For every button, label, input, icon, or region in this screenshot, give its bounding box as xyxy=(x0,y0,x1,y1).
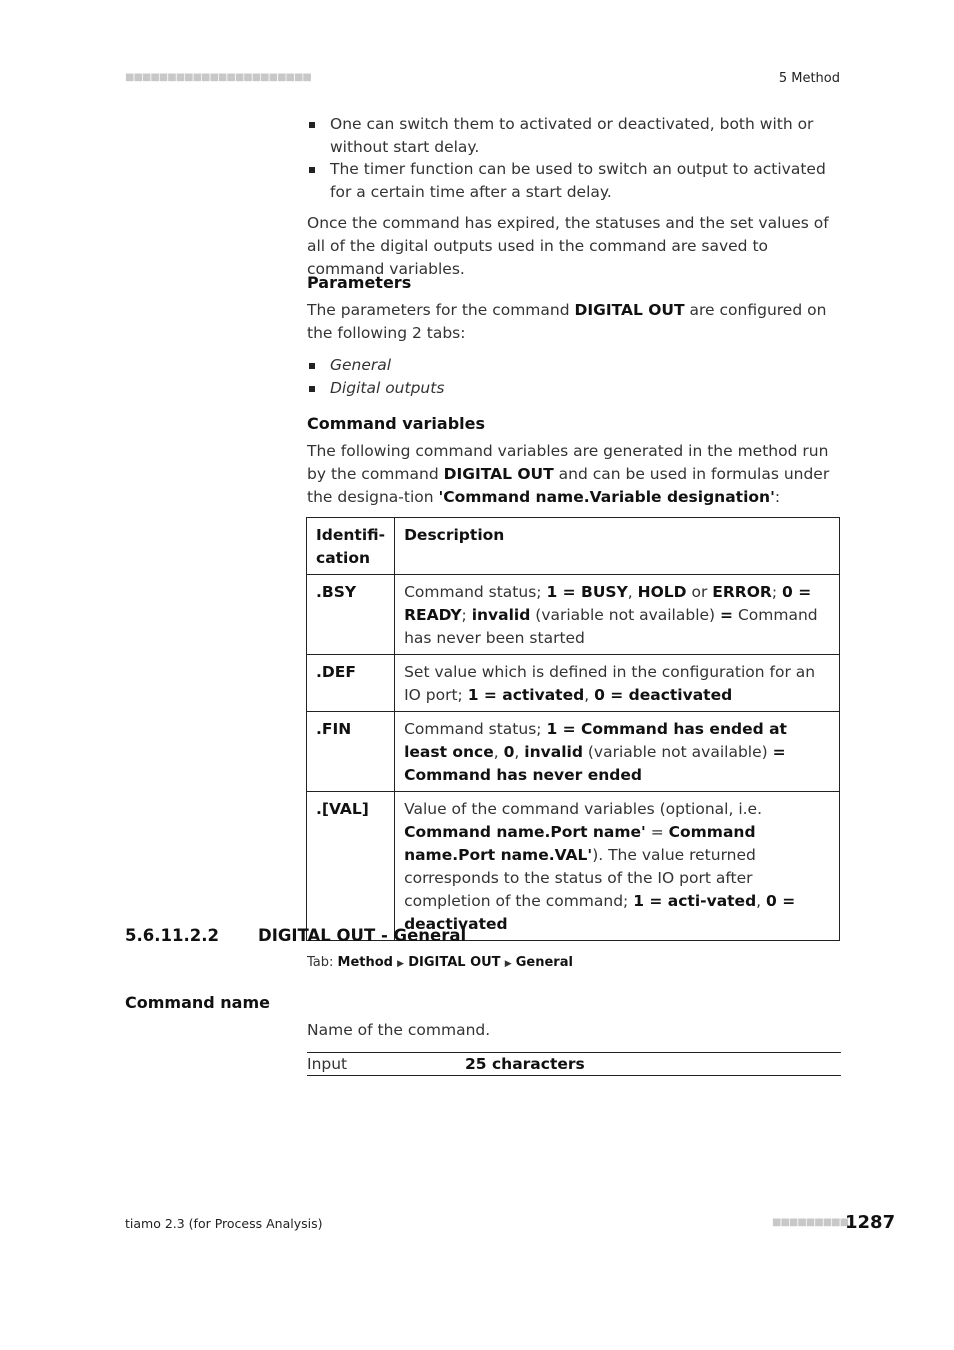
table-header-cell: Description xyxy=(395,518,840,575)
table-cell-id: .[VAL] xyxy=(307,792,395,941)
table-cell-description: Set value which is defined in the configuration for an IO port; 1 = activated, 0 = deactivated xyxy=(395,655,840,712)
page-number: 1287 xyxy=(845,1212,896,1233)
section-title: DIGITAL OUT - General xyxy=(258,926,467,945)
list-item: General xyxy=(307,354,841,377)
table-cell-id: .DEF xyxy=(307,655,395,712)
table-row xyxy=(307,655,840,712)
parameters-text: The parameters for the command DIGITAL OUT are configured on the following 2 tabs: xyxy=(307,301,827,342)
table-header-cell: Identifi-cation xyxy=(307,518,395,575)
command-name-heading: Command name xyxy=(125,993,270,1012)
param-value: 25 characters xyxy=(465,1055,585,1073)
table-header-row xyxy=(307,518,840,575)
command-variables-text: The following command variables are generated in the method run by the command DIGITAL OUT and can be used in formulas under the designa-tion 'Command name.Variable designation': xyxy=(307,442,830,506)
param-label: Input xyxy=(307,1055,348,1073)
command-variables-table xyxy=(306,517,840,941)
table-cell-id: .FIN xyxy=(307,712,395,792)
tab-breadcrumb: Tab: Method ▶ DIGITAL OUT ▶ General xyxy=(307,955,573,970)
header-dots: ■■■■■■■■■■■■■■■■■■■■■■ xyxy=(125,72,311,83)
breadcrumb-arrow-icon: ▶ xyxy=(397,959,405,969)
list-item: Digital outputs xyxy=(307,377,841,400)
table-row xyxy=(307,712,840,792)
parameters-tab-list xyxy=(307,354,841,399)
breadcrumb-item: Method xyxy=(337,955,393,970)
breadcrumb-arrow-icon: ▶ xyxy=(504,959,512,969)
table-row xyxy=(307,792,840,941)
command-name-param-row xyxy=(307,1052,841,1076)
table-row xyxy=(307,575,840,655)
section-number: 5.6.11.2.2 xyxy=(125,926,219,945)
footer-dots: ■■■■■■■■■ xyxy=(772,1217,849,1228)
breadcrumb-item: DIGITAL OUT xyxy=(408,955,501,970)
table-cell-description: Value of the command variables (optional, i.e. Command name.Port name' = Command name.Port name.VAL'). The value returned corresponds to the status of the IO port after completion of the command; 1 = acti-vated, 0 = deactivated xyxy=(395,792,840,941)
command-name-description: Name of the command. xyxy=(307,1021,491,1039)
table-cell-id: .BSY xyxy=(307,575,395,655)
parameters-heading: Parameters xyxy=(307,273,412,292)
intro-paragraph: Once the command has expired, the statuses and the set values of all of the digital outputs used in the command are saved to command variables. xyxy=(307,214,829,278)
list-item: One can switch them to activated or deactivated, both with or without start delay. xyxy=(307,113,841,158)
list-item: The timer function can be used to switch an output to activated for a certain time after a start delay. xyxy=(307,158,841,203)
intro-bullet-list xyxy=(307,113,841,203)
command-variables-heading: Command variables xyxy=(307,414,485,433)
header-section-label: 5 Method xyxy=(778,71,840,86)
footer-product: tiamo 2.3 (for Process Analysis) xyxy=(125,1216,323,1231)
table-cell-description: Command status; 1 = Command has ended at least once, 0, invalid (variable not available) = Command has never ended xyxy=(395,712,840,792)
table-cell-description: Command status; 1 = BUSY, HOLD or ERROR; 0 = READY; invalid (variable not available) = Command has never been started xyxy=(395,575,840,655)
breadcrumb-item: General xyxy=(515,955,573,970)
